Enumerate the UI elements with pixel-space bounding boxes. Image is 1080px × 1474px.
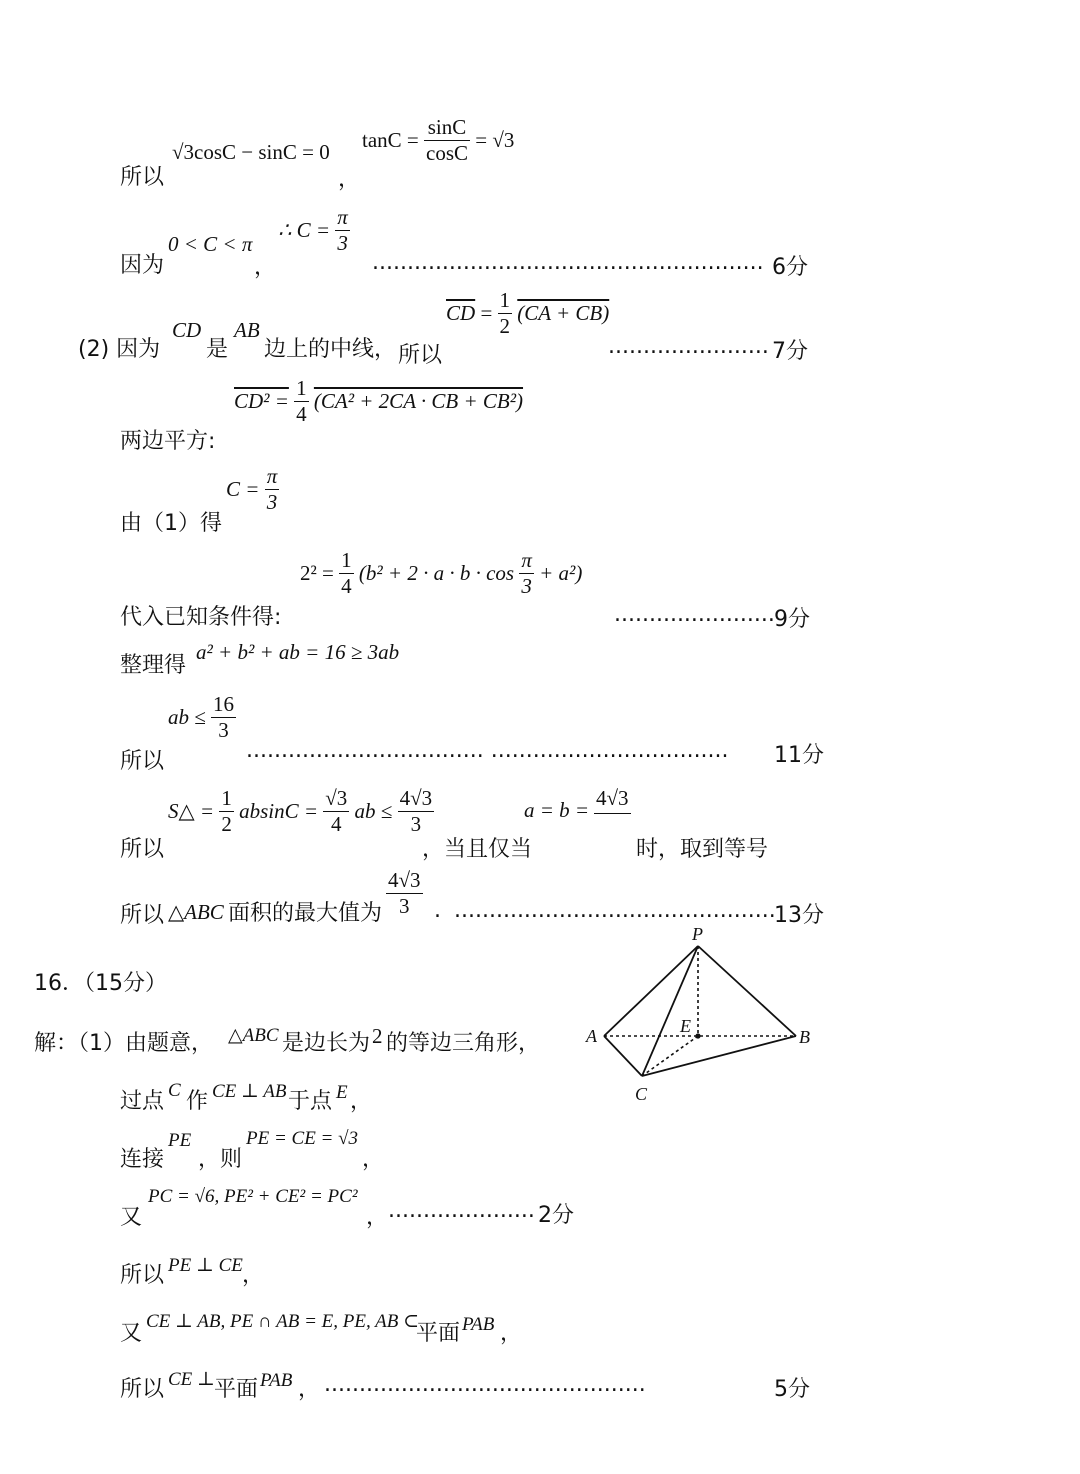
vec-sum: (CA + CB) [517, 301, 610, 325]
value-2: 2 [372, 1024, 383, 1048]
text-simplify: 整理得 [120, 653, 187, 678]
segment-ab: AB [234, 318, 260, 342]
comma: ， [298, 1377, 321, 1402]
one-half [498, 290, 513, 337]
inequality-c: 0 < C < π [168, 232, 253, 256]
text-from-1: 由（1）得 [120, 511, 222, 536]
frac-num: sinC [424, 117, 470, 141]
score-dots: .............................................. [454, 898, 776, 923]
text-max-area: 面积的最大值为 [228, 901, 383, 926]
text-also-1: 又 [120, 1205, 143, 1230]
frac-den: 3 [266, 490, 278, 514]
equation-pe-ce: PE = CE = √3 [246, 1128, 359, 1149]
text-at-point: 于点 [288, 1089, 333, 1114]
score-dots: ..................... [388, 1198, 535, 1223]
c-eq: C = [226, 477, 260, 501]
text-equality: 时，取到等号 [636, 837, 769, 862]
point-e: E [336, 1082, 348, 1103]
label-a: A [586, 1026, 597, 1046]
score-7: 7分 [772, 339, 808, 364]
edge-pc [642, 946, 698, 1076]
equation-sqrt3cosc: √3cosC − sinC = 0 [172, 140, 330, 164]
label-p: P [692, 924, 703, 944]
text-so-2: 所以 [398, 343, 443, 368]
score-dots: ....................... [608, 334, 769, 359]
plane-pab: PAB [462, 1314, 495, 1335]
frac-den: 2 [499, 314, 511, 338]
therefore-c: ∴ C = [278, 218, 331, 242]
text-is: 是 [206, 337, 229, 362]
frac-num: 1 [341, 548, 352, 572]
equation-vector-cd [446, 290, 609, 337]
point-c: C [168, 1080, 181, 1101]
score-9: 9分 [774, 607, 810, 632]
equation-ce-perp: CE ⊥ [168, 1369, 215, 1390]
text-square-both: 两边平方: [120, 429, 216, 454]
vec-cd-sq: CD² = [234, 389, 289, 413]
text-through-point: 过点 [120, 1089, 165, 1114]
expr-mid: (b² + 2 · a · b · cos [358, 561, 515, 585]
text-side-length: 是边长为 [282, 1031, 371, 1056]
frac-num: 4√3 [388, 868, 421, 892]
comma: ， [254, 255, 277, 280]
frac-den: cosC [426, 141, 469, 165]
segment-cd: CD [172, 318, 202, 342]
comma: ， [350, 1089, 373, 1114]
pyramid-figure [580, 920, 820, 1110]
expr-end: + a²) [539, 561, 583, 585]
score-5: 5分 [774, 1377, 810, 1402]
period: . [434, 898, 441, 923]
score-dots: .................................. .................................. [246, 738, 729, 763]
text-plane: 平面 [214, 1377, 259, 1402]
pi-over-3 [519, 550, 534, 597]
comma: ， [338, 167, 361, 192]
comma: ， [242, 1263, 265, 1288]
label-c: C [635, 1084, 648, 1104]
frac-num: π [266, 464, 278, 488]
equation-conditions: CE ⊥ AB, PE ∩ AB = E, PE, AB ⊂ [146, 1311, 419, 1332]
frac-num: 1 [499, 288, 511, 312]
frac-num: 4√3 [399, 786, 433, 810]
four-sqrt3-over-3 [386, 870, 423, 917]
cond-value: 4√3 [594, 786, 631, 814]
equation-pc: PC = √6, PE² + CE² = PC² [148, 1186, 358, 1207]
one-quarter [339, 550, 354, 597]
text-iff: ，当且仅当 [422, 837, 533, 862]
score-13: 13分 [774, 903, 824, 928]
frac-den: 4 [296, 402, 307, 426]
absinc: absinC = [239, 799, 319, 823]
label-b: B [799, 1027, 810, 1047]
comma: ， [366, 1205, 389, 1230]
frac-num: 16 [213, 692, 235, 716]
text-so-3: 所以 [120, 749, 165, 774]
frac-den: 4 [341, 574, 352, 598]
text-solution-1: 解：（1）由题意， [34, 1031, 213, 1056]
frac-den: 3 [399, 894, 410, 918]
frac-num: π [337, 205, 348, 229]
text-make: 作 [186, 1089, 209, 1114]
score-6: 6分 [772, 255, 808, 280]
equation-c-pi3 [278, 207, 350, 254]
text-so-5: 所以 [120, 903, 165, 928]
label-e: E [680, 1016, 691, 1036]
text-connect: 连接 [120, 1147, 165, 1172]
sin-over-cos [424, 117, 470, 164]
frac-den: 2 [221, 812, 232, 836]
text-equilateral: 的等边三角形， [386, 1031, 541, 1056]
equation-tanc [362, 117, 514, 164]
sqrt3-over-4 [323, 788, 349, 835]
segment-pe: PE [168, 1130, 192, 1151]
frac-num: 1 [221, 786, 232, 810]
eq-sign: = [480, 301, 493, 325]
one-quarter [294, 378, 309, 425]
edge-pb [698, 946, 796, 1036]
comma: ， [362, 1147, 385, 1172]
text-so-1: 所以 [120, 165, 165, 190]
triangle-abc: △ABC [168, 900, 224, 924]
text-because-1: 因为 [120, 253, 165, 278]
s-delta: S△ = [168, 799, 215, 823]
score-2: 2分 [538, 1203, 574, 1228]
frac-den: 4 [331, 812, 342, 836]
text-so-6: 所以 [120, 1263, 165, 1288]
tanc-label: tanC = [362, 128, 419, 152]
equation-a-eq-b: a = b = [524, 798, 590, 822]
equation-c-pi3-b [226, 466, 279, 513]
equation-substitute [300, 550, 582, 597]
edge-cb [642, 1036, 796, 1076]
pi-over-3 [265, 466, 280, 513]
frac-den: 3 [337, 231, 348, 255]
score-11: 11分 [774, 743, 824, 768]
equation-simplified: a² + b² + ab = 16 ≥ 3ab [196, 640, 400, 664]
sixteen-thirds [211, 694, 236, 741]
edge-ac [604, 1036, 642, 1076]
text-substitute: 代入已知条件得: [120, 605, 282, 630]
vec-cd: $\overline{CD}$ [446, 301, 476, 325]
frac-den: 3 [521, 574, 532, 598]
score-dots: ........................................................ [372, 250, 764, 275]
text-plane: 平面 [416, 1321, 461, 1346]
ab-leq: ab ≤ [354, 799, 393, 823]
frac-num: 1 [296, 376, 307, 400]
eq-sqrt3: = √3 [475, 128, 515, 152]
lhs-2sq: 2² = [300, 561, 334, 585]
text-then: ，则 [198, 1147, 243, 1172]
plane-pab: PAB [260, 1370, 293, 1391]
vec-expansion: (CA² + 2CA · CB + CB²) [313, 389, 524, 413]
score-dots: ....................... [614, 602, 775, 627]
frac-den: 3 [410, 812, 422, 836]
frac-num: √3 [325, 786, 348, 810]
ab-leq: ab ≤ [168, 705, 206, 729]
four-sqrt3-over-3 [398, 788, 435, 835]
equation-area [168, 788, 434, 835]
text-median: 边上的中线， [264, 337, 397, 362]
text-part2-because: (2) 因为 [78, 337, 161, 362]
score-dots: .............................................. [324, 1372, 646, 1397]
pi-over-3 [335, 207, 350, 254]
text-also-2: 又 [120, 1321, 143, 1346]
equation-ab-bound [168, 694, 236, 741]
point-e-dot [695, 1033, 700, 1038]
question-16-header: 16．（15分） [34, 971, 167, 996]
equation-ce-perp-ab: CE ⊥ AB [212, 1081, 287, 1102]
max-area-value [386, 870, 423, 917]
one-half [219, 788, 234, 835]
equation-cd-squared [234, 378, 523, 425]
triangle-abc: △ABC [228, 1025, 279, 1046]
text-so-7: 所以 [120, 1377, 165, 1402]
frac-den: 3 [218, 718, 229, 742]
comma: ， [500, 1321, 523, 1346]
frac-num: π [521, 548, 532, 572]
equation-pe-perp-ce: PE ⊥ CE [168, 1255, 243, 1276]
text-so-4: 所以 [120, 837, 165, 862]
